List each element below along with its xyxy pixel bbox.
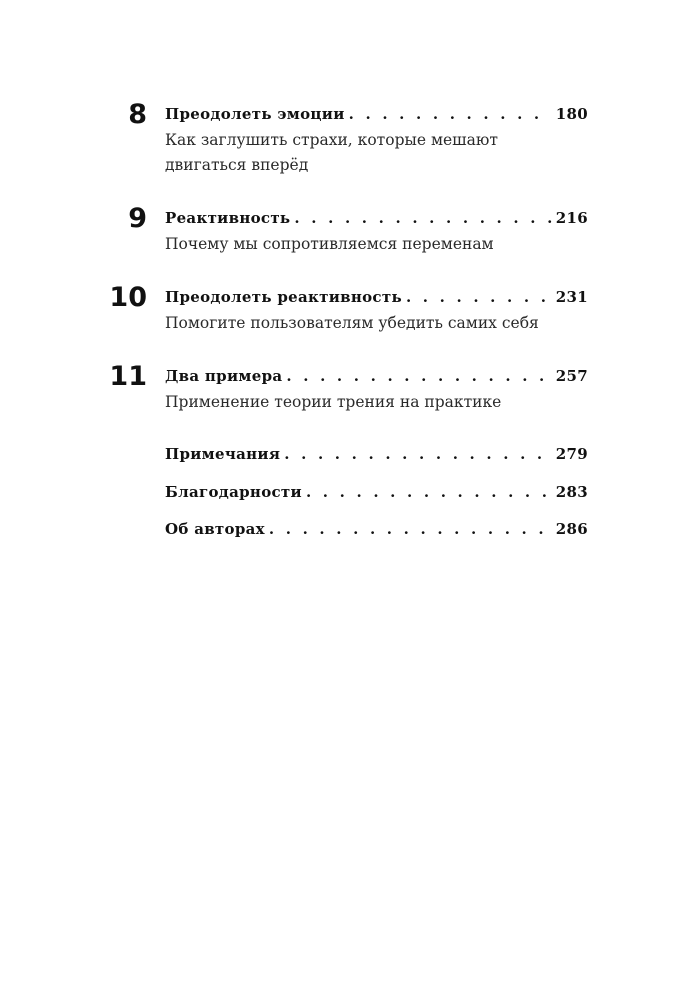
dot-leader [269, 517, 552, 541]
page-number: 286 [555, 520, 588, 538]
section-title[interactable]: Благодарности [165, 483, 302, 501]
chapter-number: 10 [109, 282, 147, 313]
dot-leader [284, 442, 552, 466]
page-number: 180 [555, 105, 588, 123]
dot-leader [286, 364, 551, 388]
dot-leader [306, 480, 552, 504]
dot-leader [406, 285, 552, 309]
chapter-subtitle: Почему мы сопротивляемся переменам [165, 235, 494, 253]
dot-leader [349, 102, 552, 126]
chapter-number: 8 [128, 99, 147, 130]
chapter-title[interactable]: Реактивность [165, 209, 291, 227]
chapter-subtitle: Помогите пользователям убедить самих себя [165, 314, 539, 332]
dot-leader [294, 206, 551, 230]
page-number: 283 [555, 483, 588, 501]
page-number: 279 [555, 445, 588, 463]
chapter-title[interactable]: Преодолеть реактивность [165, 288, 402, 306]
page-number: 216 [555, 209, 588, 227]
chapter-subtitle: Применение теории трения на практике [165, 393, 502, 411]
chapter-title[interactable]: Два примера [165, 367, 283, 385]
section-title[interactable]: Об авторах [165, 520, 265, 538]
chapter-subtitle: Как заглушить страхи, которые мешают двигаться вперёд [165, 131, 498, 174]
page-number: 231 [555, 288, 588, 306]
chapter-title[interactable]: Преодолеть эмоции [165, 105, 345, 123]
page-number: 257 [555, 367, 588, 385]
section-title[interactable]: Примечания [165, 445, 281, 463]
chapter-number: 11 [109, 361, 147, 392]
chapter-number: 9 [128, 203, 147, 234]
